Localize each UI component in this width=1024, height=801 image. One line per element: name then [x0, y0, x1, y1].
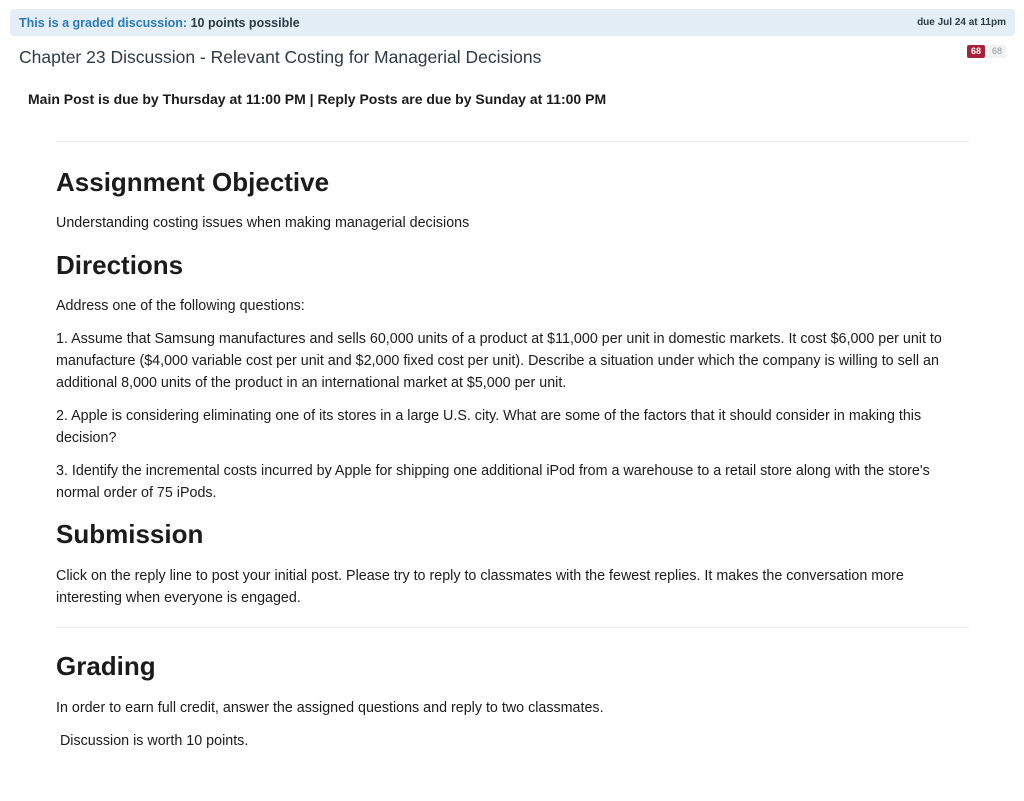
directions-section: [56, 250, 969, 280]
unread-replies-badge[interactable]: 68: [967, 45, 985, 58]
submission-heading: Submission: [56, 519, 204, 549]
grading-worth-block: [56, 730, 969, 752]
question-1: 1. Assume that Samsung manufactures and sells 60,000 units of a product at $11,000 per unit in domestic markets. It cost $6,000 per unit to manufacture ($4,000 variable cost per unit and $2,000 fixed cost per unit). Describe a situation under which the company is willing to sell an additional 8,000 units of the product in an international market at $5,000 per unit.: [56, 331, 942, 391]
directions-heading: Directions: [56, 250, 184, 280]
question-1-block: [56, 328, 969, 394]
submission-text-block: [56, 565, 969, 609]
submission-section: [56, 519, 969, 549]
points-possible: 10 points possible: [190, 15, 300, 30]
graded-discussion-banner: [10, 9, 1015, 36]
question-2: 2. Apple is considering eliminating one of its stores in a large U.S. city. What are some of the factors that it should consider in making this decision?: [56, 408, 922, 446]
objective-text: Understanding costing issues when making managerial decisions: [56, 215, 470, 231]
grading-worth: Discussion is worth 10 points.: [56, 733, 249, 749]
submission-text: Click on the reply line to post your initial post. Please try to reply to classmates with the fewest replies. It makes the conversation more interesting when everyone is engaged.: [56, 568, 904, 606]
due-date: due Jul 24 at 11pm: [917, 17, 1006, 28]
total-replies-badge: 68: [988, 45, 1006, 58]
reply-counts: [967, 45, 1006, 58]
question-2-block: [56, 405, 969, 449]
due-note: Main Post is due by Thursday at 11:00 PM | Reply Posts are due by Sunday at 11:00 PM: [28, 91, 607, 107]
objective-section: [56, 167, 969, 197]
grading-text: In order to earn full credit, answer the assigned questions and reply to two classmates.: [56, 700, 604, 716]
graded-label: This is a graded discussion:: [19, 15, 188, 30]
grading-section: [56, 651, 969, 681]
directions-intro-block: [56, 295, 969, 317]
graded-info: [19, 16, 300, 30]
objective-heading: Assignment Objective: [56, 167, 330, 197]
question-3: 3. Identify the incremental costs incurred by Apple for shipping one additional iPod from a warehouse to a retail store along with the store's normal order of 75 iPods.: [56, 463, 930, 501]
grading-heading: Grading: [56, 651, 156, 681]
objective-text-block: [56, 212, 969, 234]
divider: [56, 627, 969, 628]
divider: [56, 141, 969, 142]
grading-text-block: [56, 697, 969, 719]
discussion-title: Chapter 23 Discussion - Relevant Costing for Managerial Decisions: [19, 47, 542, 67]
question-3-block: [56, 460, 969, 504]
directions-intro: Address one of the following questions:: [56, 298, 305, 314]
